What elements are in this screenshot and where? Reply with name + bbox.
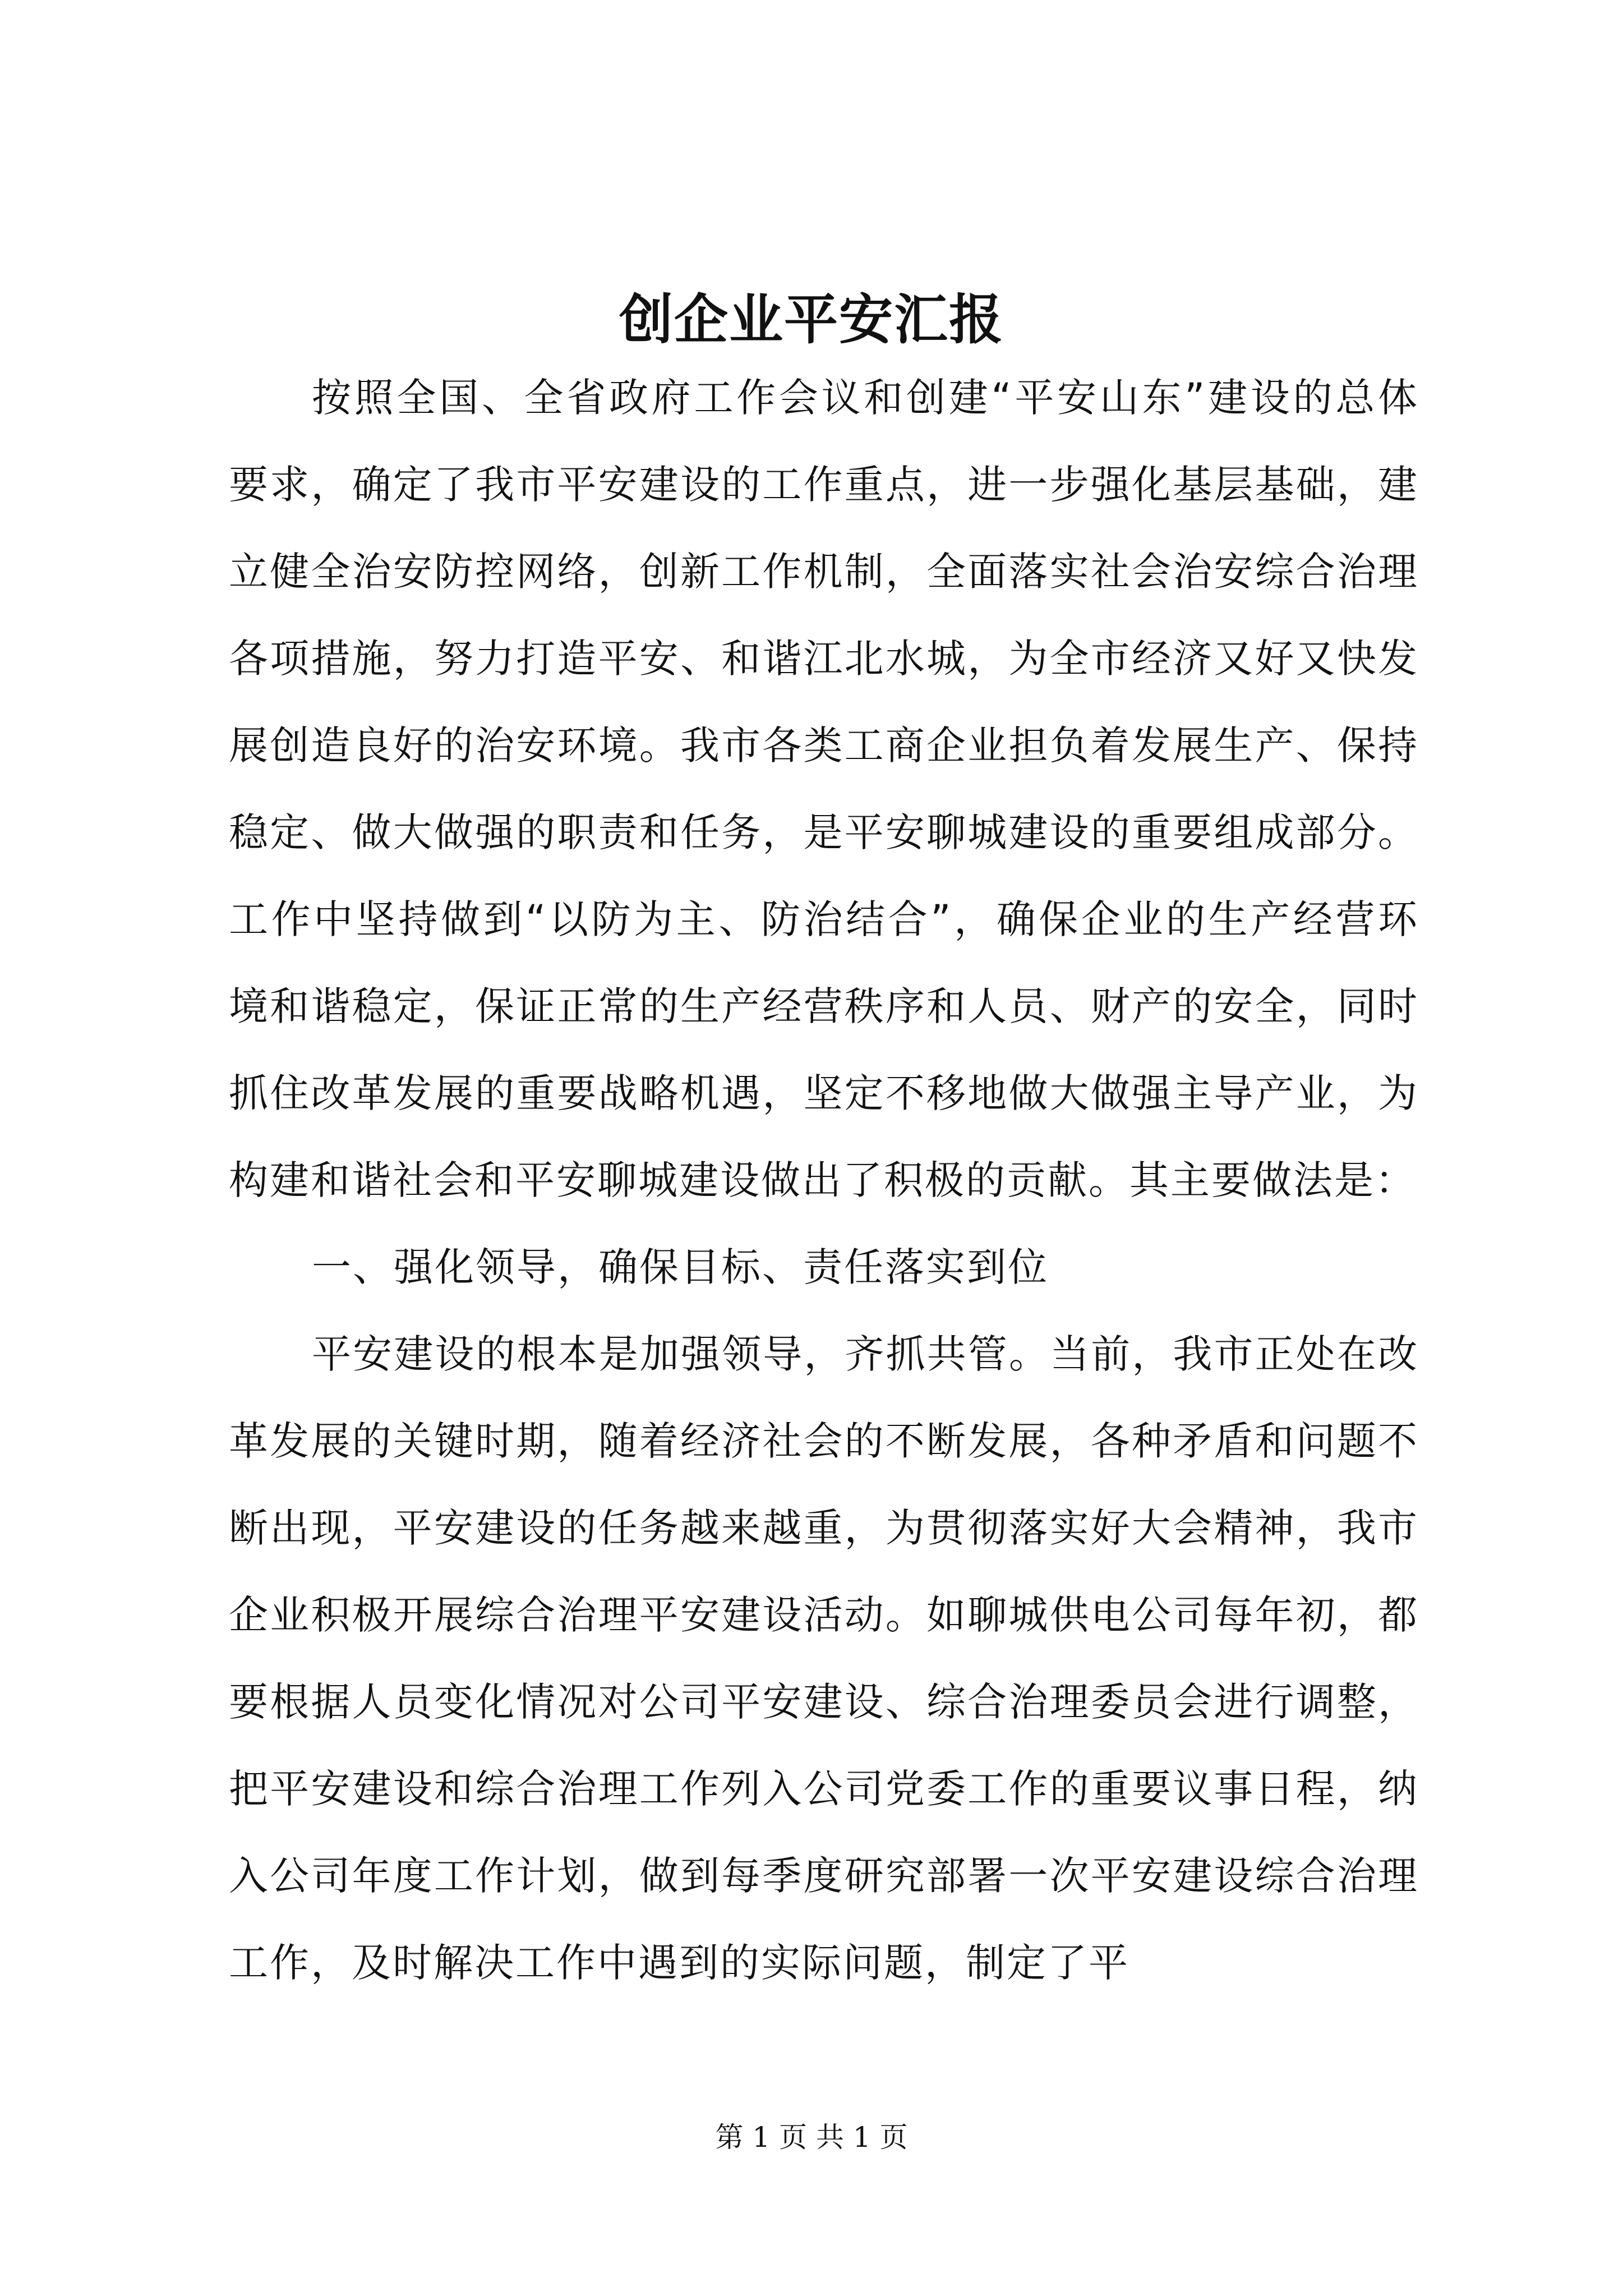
- page-footer: 第 1 页 共 1 页: [715, 2121, 908, 2154]
- body-paragraph-section-1: 平安建设的根本是加强领导，齐抓共管。当前，我市正处在改革发展的关键时期，随着经济社会的不断发展，各种矛盾和问题不断出现，平安建设的任务越来越重，为贯彻落实好大会精神，我市企业积极开展综合治理平安建设活动。如聊城供电公司每年初，都要根据人员变化情况对公司平安建设、综合治理委员会进行调整，把平安建设和综合治理工作列入公司党委工作的重要议事日程，纳入公司年度工作计划，做到每季度研究部署一次平安建设综合治理工作，及时解决工作中遇到的实际问题，制定了平: [229, 1331, 1419, 1986]
- document-body: [229, 355, 1419, 2007]
- section-heading: 一、强化领导，确保目标、责任落实到位: [312, 1244, 1049, 1290]
- body-paragraph-intro: 按照全国、全省政府工作会议和创建“平安山东”建设的总体要求，确定了我市平安建设的工作重点，进一步强化基层基础，建立健全治安防控网络，创新工作机制，全面落实社会治安综合治理各项措施，努力打造平安、和谐江北水城，为全市经济又好又快发展创造良好的治安环境。我市各类工商企业担负着发展生产、保持稳定、做大做强的职责和任务，是平安聊城建设的重要组成部分。工作中坚持做到“以防为主、防治结合”，确保企业的生产经营环境和谐稳定，保证正常的生产经营秩序和人员、财产的安全，同时抓住改革发展的重要战略机遇，坚定不移地做大做强主导产业，为构建和谐社会和平安聊城建设做出了积极的贡献。其主要做法是：: [229, 375, 1419, 1203]
- document-title: 创企业平安汇报: [619, 288, 1004, 351]
